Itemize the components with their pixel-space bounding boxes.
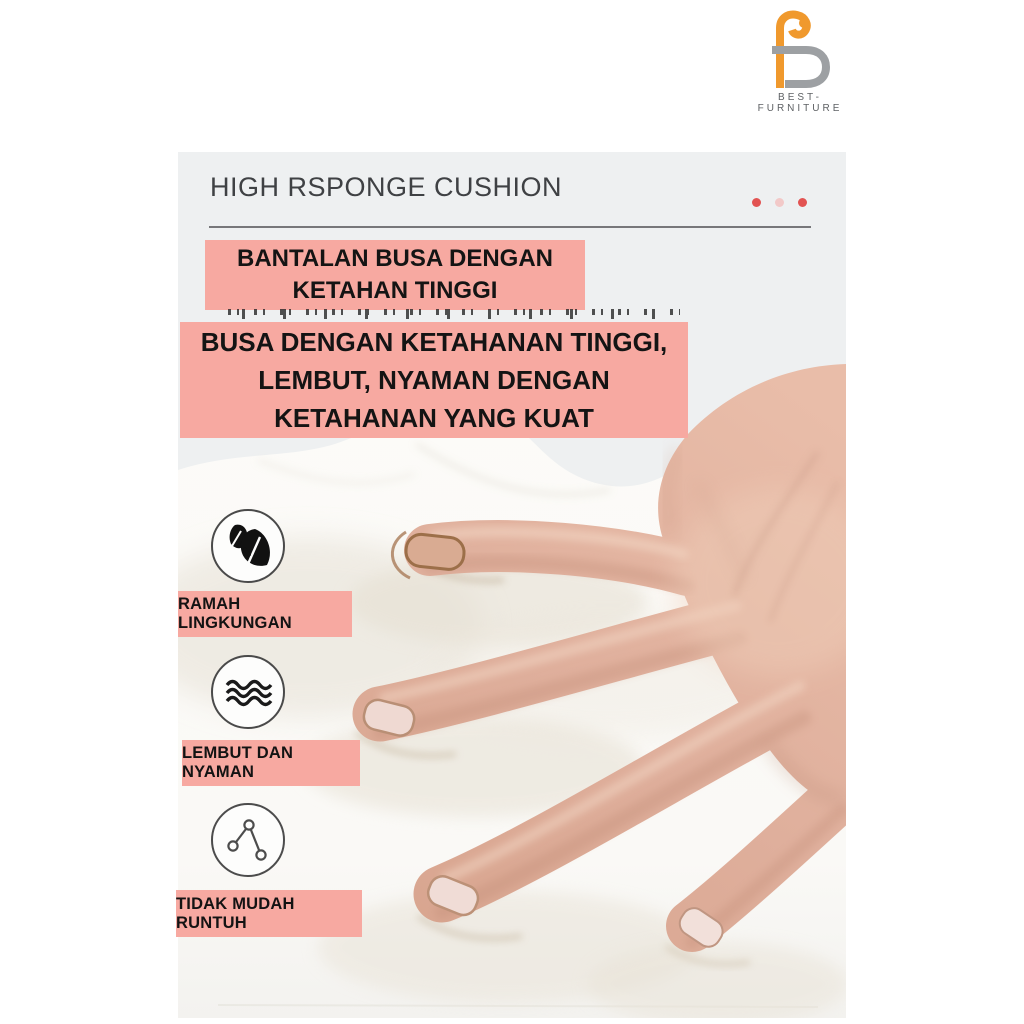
pagination-dots [752, 198, 807, 207]
banner-line: LEMBUT, NYAMAN DENGAN [258, 365, 610, 395]
pagination-dot [775, 198, 784, 207]
pagination-dot [752, 198, 761, 207]
banner-line: KETAHANAN YANG KUAT [274, 403, 594, 433]
feature-label-durable: TIDAK MUDAH RUNTUH [176, 890, 362, 937]
obscured-text-fragment [228, 309, 680, 319]
brand-name: BEST-FURNITURE [757, 92, 843, 114]
nodes-icon [208, 800, 288, 880]
banner-line: BUSA DENGAN KETAHANAN TINGGI, [200, 327, 668, 357]
pagination-dot [798, 198, 807, 207]
brand-logo [740, 8, 860, 114]
description-banner [180, 322, 688, 438]
feature-label-eco: RAMAH LINGKUNGAN [178, 591, 352, 637]
index-fingernail [404, 533, 465, 571]
page-title: HIGH RSPONGE CUSHION [210, 172, 563, 202]
leaves-icon [208, 506, 288, 586]
brand-logo-icon [768, 10, 830, 92]
waves-icon [208, 652, 288, 732]
headline-banner [205, 240, 585, 310]
banner-line: BANTALAN BUSA DENGAN [237, 245, 553, 272]
feature-label-soft: LEMBUT DAN NYAMAN [182, 740, 360, 786]
title-underline [209, 226, 811, 228]
banner-line: KETAHAN TINGGI [292, 277, 498, 304]
